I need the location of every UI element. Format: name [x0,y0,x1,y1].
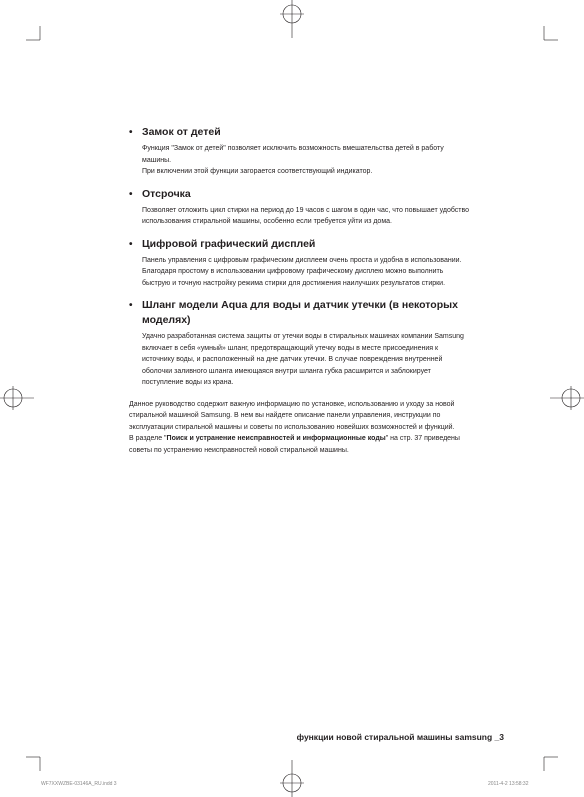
print-slug-timestamp: 2011-4-2 13:58:32 [488,781,529,787]
body-line: источнику воды, и расположенный на дне датчик утечки. В случае повреждения внутренней [142,356,443,363]
body-line: Позволяет отложить цикл стирки на период до 19 часов с шагом в один час, что повышает удобство [142,206,470,214]
section-aqua-hose [129,298,507,389]
intro-line: эксплуатации стиральной машины и советы по использованию новейших возможностей и функций. [129,423,455,431]
troubleshooting-reference: Поиск и устранение неисправностей и информационные коды [166,435,386,442]
intro-line: Данное руководство содержит важную информацию по установке, использованию и уходу за новой [129,400,455,408]
section-body [142,143,507,178]
body-line: Панель управления с цифровым графическим дисплеем очень проста и удобна в использовании. [142,256,462,264]
intro-line: стиральной машиной Samsung. В нем вы найдете описание панели управления, инструкции по [129,412,441,419]
intro-text: В разделе " [129,435,167,442]
body-line: использования стиральной машины, особенно если требуется уйти из дома. [142,218,392,225]
section-heading [129,187,507,202]
body-line: При включении этой функции загорается соответствующий индикатор. [142,168,373,175]
print-slug-filename: WF7XXWZBE-03146A_RU.indd 3 [41,781,117,787]
bullet-icon: • [129,300,133,311]
body-line: Благодаря простому в использовании цифровому графическому дисплею можно выполнить [142,268,444,275]
page-content [129,125,507,456]
section-title: Отсрочка [142,187,191,200]
section-heading [129,237,507,252]
section-digital-display [129,237,507,290]
section-body [142,205,507,228]
section-heading [129,125,507,140]
intro-paragraph [129,399,507,457]
body-line: оболочки заливного шланга имеющаяся внутри шланга губка расширится и заблокирует [142,367,431,375]
intro-line [129,433,507,445]
intro-text: " на стр. 37 приведены [385,435,460,442]
section-title: Замок от детей [142,126,221,138]
section-child-lock [129,125,507,178]
section-delay [129,187,507,228]
body-line: включает в себя «умный» шланг, предотвращающий утечку воды в месте присоединения к [142,344,439,352]
body-line: машины. [142,156,172,164]
body-line: Удачно разработанная система защиты от утечки воды в стиральных машинах компании Samsung [142,333,464,340]
page-footer: функции новой стиральной машины samsung _3 [296,732,504,742]
section-body [142,331,507,389]
section-body [142,255,507,290]
bullet-icon: • [129,238,133,250]
bullet-icon: • [129,188,133,200]
body-line: поступление воды из крана. [142,379,234,386]
bullet-icon: • [129,127,133,138]
section-title: Шланг модели Aqua для воды и датчик утечки (в некоторых моделях) [142,299,458,326]
intro-line: советы по устранению неисправностей новой стиральной машины. [129,446,349,454]
section-heading [129,298,507,328]
body-line: быструю и точную настройку режима стирки для достижения наилучших результатов стирки. [142,279,446,287]
body-line: Функция "Замок от детей" позволяет исключить возможность вмешательства детей в работу [142,145,444,152]
section-title: Цифровой графический дисплей [142,237,316,250]
